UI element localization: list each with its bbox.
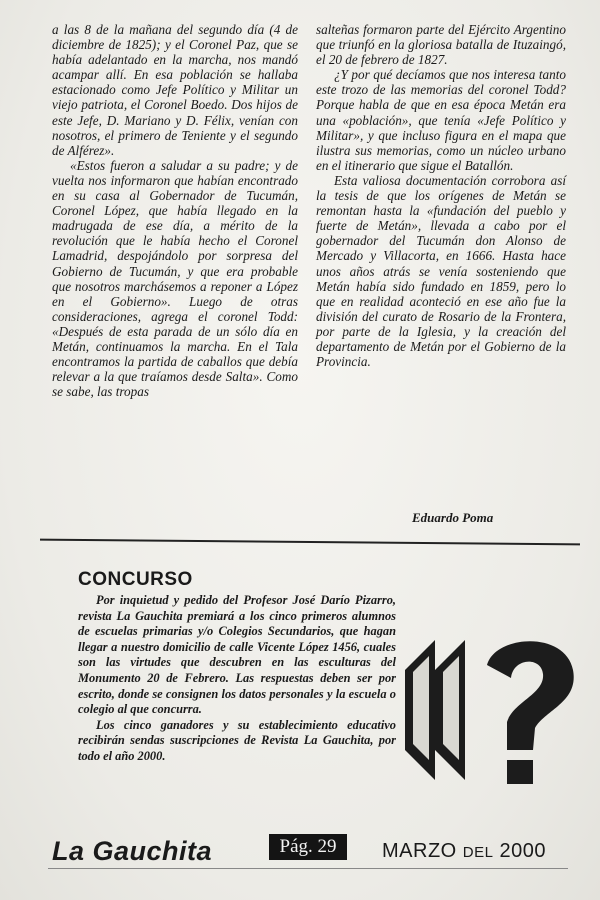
question-mark-icon [395,610,595,810]
left-column [52,22,298,399]
concurso-paragraph-1: Por inquietud y pedido del Profesor José Darío Pizarro, revista La Gauchita premiará a los cinco primeros alumnos de escuelas primarias y/o Colegios Secundarios, que hagan llegar a nuestro domicilio de calle Vicente López 1456, cuales son las virtudes que descubren en las esculturas del Monumento 20 de Febrero. Las respuestas deben ser por escrito, donde se consignen los datos personales y la escuela o colegio al que concurra. [78,593,396,717]
issue-month: MARZO [382,840,457,862]
right-paragraph-3: Esta valiosa documentación corrobora así la tesis de que los orígenes de Metán se remontan hasta la «fundación del pueblo y fuerte de Metán», llevada a cabo por el gobernador del Tucumán don Alonso de Mercado y Villacorta, en 1666. Hasta hace unos años atrás se venía sosteniendo que Metán había sido fundado en 1859, pero lo que en realidad aconteció en ese año fue la división del curato de Rosario de la Frontera, por parte de la Iglesia, y la creación del departamento de Metán por el Gobierno de la Provincia. [316,172,566,370]
magazine-name: La Gauchita [52,836,213,866]
left-paragraph-2: «Estos fueron a saludar a su padre; y de vuelta nos informaron que habían encontrado en su casa al Gobernador de Tucumán, Coronel López, que había llegado en la madrugada de ese día, a mérito de la revolución que le había hecho el Coronel Lamadrid, despojándolo por sorpresa del Gobierno de Tucumán, y que era probable que nosotros marchásemos a reponer a López en el Gobierno». Luego de otras consideraciones, agrega el coronel Todd: «Después de esta parada de un sólo día en Metán, continuamos la marcha. En el Tala encontramos la partida de caballos que debía relevar a la que traíamos desde Salta». Como se sabe, las tropas [52,157,298,400]
issue-del: DEL [462,844,494,861]
right-paragraph-2: ¿Y por qué decíamos que nos interesa tanto este trozo de las memorias del coronel Todd? Porque habla de que en esa época Metán era una «población», que tenía «Jefe Político y Militar», y que incluso figura en el mapa que ilustra sus memorias, como un núcleo urbano en el itinerario que sigue el Batallón. [316,67,566,173]
concurso-paragraph-2: Los cinco ganadores y su establecimiento educativo recibirán sendas suscripciones de Revista La Gauchita, por todo el año 2000. [78,717,396,763]
left-paragraph-1: a las 8 de la mañana del segundo día (4 de diciembre de 1825); y el Coronel Paz, que se había adelantado en la marcha, nos mandó acampar allí. En esa población se hallaba estacionado como Jefe Político y Militar un viejo patriota, el Coronel Boedo. Dos hijos de este Jefe, D. Mariano y D. Félix, venían con nosotros, el primero de Teniente y el segundo de Alférez». [52,22,298,158]
footer-rule [48,868,568,869]
page-number: Pág. 29 [269,834,347,860]
concurso-title: CONCURSO [78,569,193,590]
author-signature: Eduardo Poma [412,510,494,525]
right-column [316,22,566,369]
concurso-body [78,593,396,765]
issue-date [382,840,546,863]
section-divider [40,539,580,546]
right-paragraph-1: salteñas formaron parte del Ejército Argentino que triunfó en la gloriosa batalla de Ituzaingó, el 20 de febrero de 1827. [316,22,566,68]
issue-year: 2000 [499,840,547,862]
